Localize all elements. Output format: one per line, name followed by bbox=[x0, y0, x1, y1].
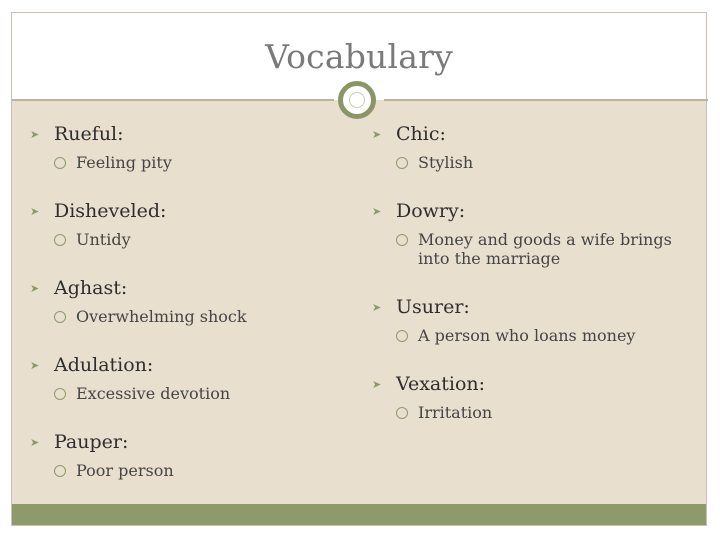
vocab-term-text: Chic: bbox=[396, 123, 446, 145]
vocab-definition-text: Money and goods a wife brings into the marriage bbox=[418, 230, 672, 268]
vocab-term bbox=[30, 431, 350, 453]
vocab-definition bbox=[396, 403, 692, 422]
vocab-term-text: Dowry: bbox=[396, 200, 466, 222]
bullet-arrow-icon: ➤ bbox=[30, 435, 40, 449]
title-divider-left bbox=[12, 99, 334, 101]
hollow-circle-icon bbox=[54, 157, 66, 169]
title-divider-right bbox=[384, 99, 708, 101]
vocab-definition-text: Feeling pity bbox=[76, 153, 172, 172]
vocab-entry bbox=[30, 354, 350, 431]
right-column bbox=[372, 123, 692, 450]
vocab-definition-text: A person who loans money bbox=[418, 326, 636, 345]
vocab-definition bbox=[396, 326, 692, 345]
vocab-term-text: Aghast: bbox=[54, 277, 128, 299]
vocab-definition-text: Untidy bbox=[76, 230, 131, 249]
bullet-arrow-icon: ➤ bbox=[372, 204, 382, 218]
hollow-circle-icon bbox=[396, 234, 408, 246]
bullet-arrow-icon: ➤ bbox=[372, 300, 382, 314]
vocab-entry bbox=[30, 200, 350, 277]
vocab-entry bbox=[372, 200, 692, 296]
bullet-arrow-icon: ➤ bbox=[30, 281, 40, 295]
hollow-circle-icon bbox=[396, 407, 408, 419]
vocab-definition-text: Poor person bbox=[76, 461, 174, 480]
ring-emblem-inner bbox=[349, 92, 365, 108]
vocab-term-text: Usurer: bbox=[396, 296, 470, 318]
vocab-term-text: Disheveled: bbox=[54, 200, 167, 222]
vocab-definition bbox=[54, 153, 350, 172]
slide-title: Vocabulary bbox=[265, 37, 453, 76]
vocab-definition-text: Overwhelming shock bbox=[76, 307, 247, 326]
vocab-term bbox=[372, 123, 692, 145]
slide bbox=[11, 12, 707, 526]
bullet-arrow-icon: ➤ bbox=[30, 204, 40, 218]
vocab-definition bbox=[54, 230, 350, 249]
hollow-circle-icon bbox=[54, 388, 66, 400]
bullet-arrow-icon: ➤ bbox=[30, 127, 40, 141]
hollow-circle-icon bbox=[54, 465, 66, 477]
vocab-definition-text: Excessive devotion bbox=[76, 384, 231, 403]
vocab-term-text: Pauper: bbox=[54, 431, 129, 453]
vocab-definition-text: Irritation bbox=[418, 403, 493, 422]
vocab-definition bbox=[54, 307, 350, 326]
left-column bbox=[30, 123, 350, 508]
vocab-definition bbox=[396, 230, 692, 268]
vocab-term bbox=[372, 200, 692, 222]
vocab-entry bbox=[372, 296, 692, 373]
vocab-definition bbox=[54, 461, 350, 480]
vocab-definition bbox=[396, 153, 692, 172]
bullet-arrow-icon: ➤ bbox=[372, 377, 382, 391]
vocab-term bbox=[372, 296, 692, 318]
bullet-arrow-icon: ➤ bbox=[372, 127, 382, 141]
vocab-entry bbox=[30, 431, 350, 508]
vocab-definition bbox=[54, 384, 350, 403]
vocab-term bbox=[372, 373, 692, 395]
hollow-circle-icon bbox=[396, 330, 408, 342]
hollow-circle-icon bbox=[396, 157, 408, 169]
vocab-term-text: Rueful: bbox=[54, 123, 124, 145]
vocab-term-text: Adulation: bbox=[54, 354, 154, 376]
vocab-entry bbox=[372, 373, 692, 450]
vocab-term bbox=[30, 123, 350, 145]
vocab-term bbox=[30, 200, 350, 222]
vocab-entry bbox=[30, 123, 350, 200]
vocab-entry bbox=[372, 123, 692, 200]
bullet-arrow-icon: ➤ bbox=[30, 358, 40, 372]
vocab-entry bbox=[30, 277, 350, 354]
footer-bar bbox=[12, 504, 706, 525]
hollow-circle-icon bbox=[54, 311, 66, 323]
vocab-definition-text: Stylish bbox=[418, 153, 474, 172]
hollow-circle-icon bbox=[54, 234, 66, 246]
vocab-term bbox=[30, 277, 350, 299]
vocab-term-text: Vexation: bbox=[396, 373, 486, 395]
ring-emblem-icon bbox=[338, 81, 376, 119]
vocab-term bbox=[30, 354, 350, 376]
